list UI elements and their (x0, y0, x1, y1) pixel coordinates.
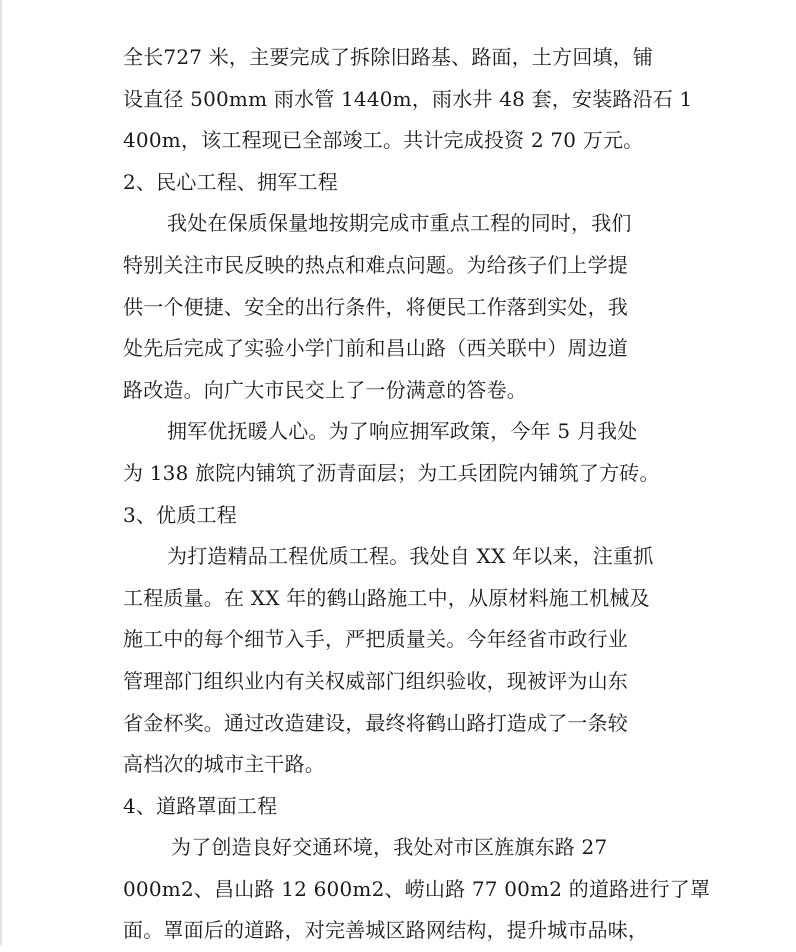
document-page (123, 37, 711, 952)
paragraph-line: 管理部门组织业内有关权威部门组织验收，现被评为山东 (123, 668, 628, 693)
section-heading: 3、优质工程 (123, 502, 237, 527)
paragraph-line: 设直径 500mm 雨水管 1440m，雨水井 48 套，安装路沿石 1 (123, 86, 693, 111)
paragraph-line: 供一个便捷、安全的出行条件，将便民工作落到实处，我 (123, 294, 628, 319)
paragraph-line: 我处在保质保量地按期完成市重点工程的同时，我们 (167, 211, 632, 236)
paragraph-line: 路改造。向广大市民交上了一份满意的答卷。 (123, 377, 527, 402)
paragraph-line: 为了创造良好交通环境，我处对市区旌旗东路 27 (171, 835, 608, 860)
section-heading: 2、民心工程、拥军工程 (123, 169, 338, 194)
paragraph-line: 工程质量。在 XX 年的鹤山路施工中，从原材料施工机械及 (123, 585, 650, 610)
paragraph-line: 面。罩面后的道路，对完善城区路网结构，提升城市品味， (123, 918, 649, 943)
section-heading: 4、道路罩面工程 (123, 793, 278, 818)
page-edge-divider (0, 0, 2, 945)
paragraph-line: 处先后完成了实验小学门前和昌山路（西关联中）周边道 (123, 336, 628, 361)
paragraph-line: 高档次的城市主干路。 (123, 752, 325, 777)
paragraph-line: 为打造精品工程优质工程。我处自 XX 年以来，注重抓 (167, 544, 654, 569)
paragraph-line: 为 138 旅院内铺筑了沥青面层；为工兵团院内铺筑了方砖。 (123, 460, 660, 485)
paragraph-line: 400m，该工程现已全部竣工。共计完成投资 2 70 万元。 (123, 128, 644, 153)
paragraph-line: 特别关注市民反映的热点和难点问题。为给孩子们上学提 (123, 252, 628, 277)
paragraph-line: 000m2、昌山路 12 600m2、崂山路 77 00m2 的道路进行了罩 (123, 876, 711, 901)
paragraph-line: 施工中的每个细节入手，严把质量关。今年经省市政行业 (123, 627, 628, 652)
paragraph-line: 拥军优抚暖人心。为了响应拥军政策，今年 5 月我处 (167, 419, 638, 444)
paragraph-line: 全长727 米，主要完成了拆除旧路基、路面，土方回填，铺 (123, 45, 654, 69)
paragraph-line: 省金杯奖。通过改造建设，最终将鹤山路打造成了一条较 (123, 710, 628, 735)
